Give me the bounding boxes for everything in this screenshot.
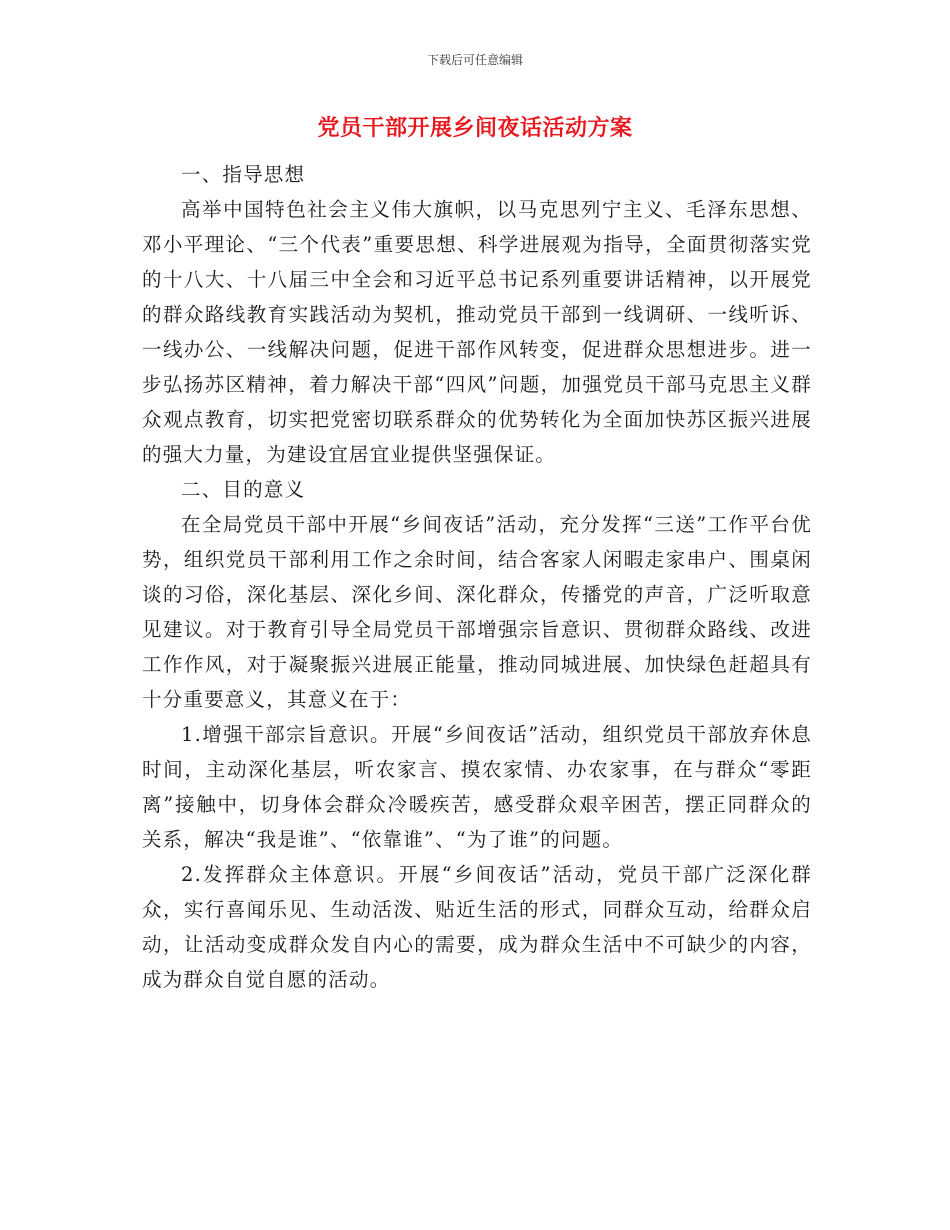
section-heading-purpose: 二、目的意义 (181, 478, 306, 501)
section-heading-guiding-ideology: 一、指导思想 (181, 163, 306, 186)
list-item: 2.发挥群众主体意识。开展“乡间夜话”活动，党员干部广泛深化群众，实行喜闻乐见、生动活泼、贴近生活的形式，同群众互动，给群众启动，让活动变成群众发自内心的需要，成为群众生活中不可缺少的内容，成为群众自觉自愿的活动。 (142, 863, 812, 991)
document-body (142, 157, 812, 997)
document-title: 党员干部开展乡间夜话活动方案 (317, 116, 633, 141)
section-paragraph-purpose: 在全局党员干部中开展“乡间夜话”活动，充分发挥“三送”工作平台优势，组织党员干部利用工作之余时间，结合客家人闲暇走家串户、围桌闲谈的习俗，深化基层、深化乡间、深化群众，传播党的声音，广泛听取意见建议。对于教育引导全局党员干部增强宗旨意识、贯彻群众路线、改进工作作风，对于凝聚振兴进展正能量，推动同城进展、加快绿色赶超具有十分重要意义，其意义在于： (142, 513, 812, 711)
list-item: 1.增强干部宗旨意识。开展“乡间夜话”活动，组织党员干部放弃休息时间，主动深化基层，听农家言、摸农家情、办农家事，在与群众“零距离”接触中，切身体会群众冷暖疾苦，感受群众艰辛困苦，摆正同群众的关系，解决“我是谁”、“依靠谁”、“为了谁”的问题。 (142, 723, 812, 851)
section-paragraph-guiding-ideology: 高举中国特色社会主义伟大旗帜，以马克思列宁主义、毛泽东思想、邓小平理论、“三个代表”重要思想、科学进展观为指导，全面贯彻落实党的十八大、十八届三中全会和习近平总书记系列重要讲话精神，以开展党的群众路线教育实践活动为契机，推动党员干部到一线调研、一线听诉、一线办公、一线解决问题，促进干部作风转变，促进群众思想进步。进一步弘扬苏区精神，着力解决干部“四风”问题，加强党员干部马克思主义群众观点教育，切实把党密切联系群众的优势转化为全面加快苏区振兴进展的强大力量，为建设宜居宜业提供坚强保证。 (142, 198, 812, 466)
page-header-note: 下载后可任意编辑 (426, 53, 523, 67)
